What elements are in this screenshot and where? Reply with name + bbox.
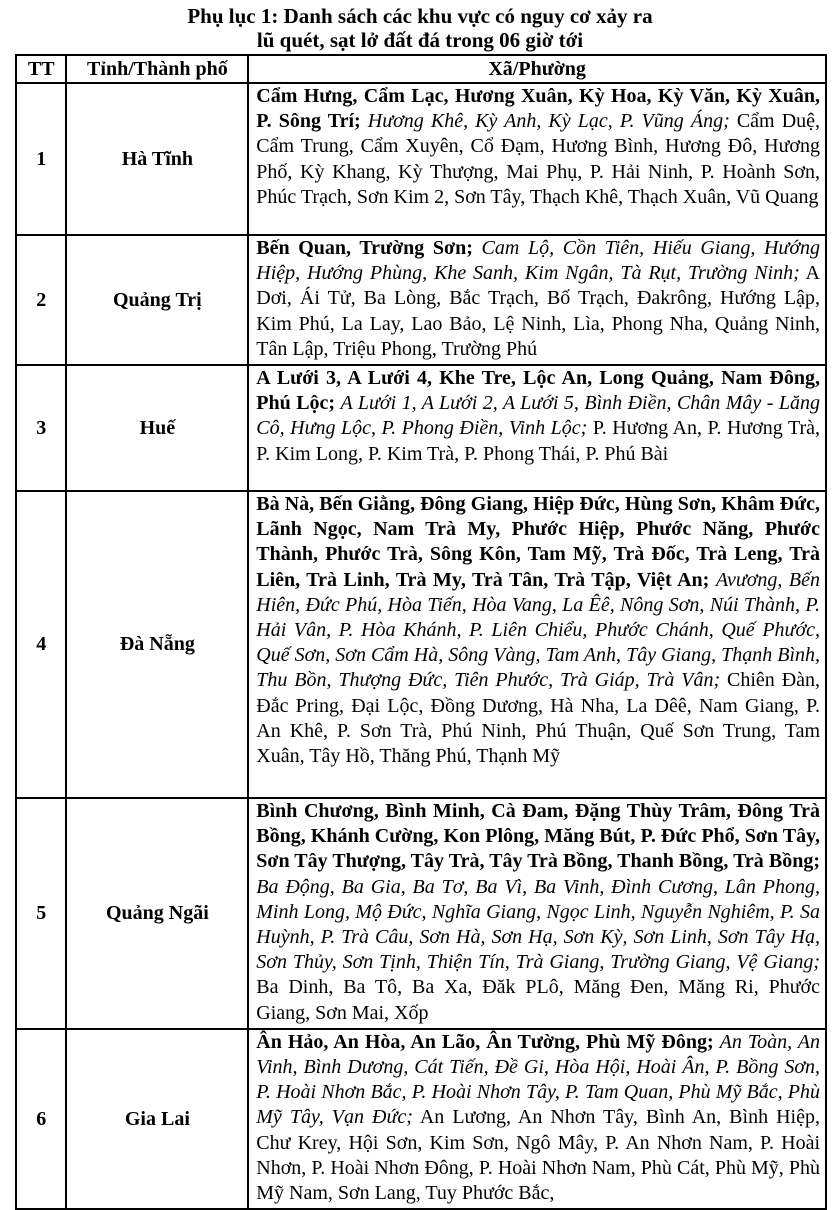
table-header-row [16,55,826,83]
commune-list [248,798,826,1029]
table-row [16,798,826,1029]
commune-list-regular-segment: P. Hương An, P. Hương Trà, P. Kim Long, P. Kim Trà, P. Phong Thái, P. Phú Bài [256,417,821,465]
table-row [16,491,826,798]
page-title-line1: Phụ lục 1: Danh sách các khu vực có nguy cơ xảy ra [187,4,653,28]
province-name: Huế [66,365,248,491]
table-row [16,235,826,365]
commune-list-regular-segment: A Dơi, Ái Tử, Ba Lòng, Bắc Trạch, Bố Trạch, Đakrông, Hướng Lập, Kim Phú, La Lay, Lao Bảo, Lệ Ninh, Lìa, Phong Nha, Quảng Ninh, Tân Lập, Triệu Phong, Trường Phú [256,262,820,360]
commune-list-regular-segment: Ba Dinh, Ba Tô, Ba Xa, Đăk PLô, Măng Đen, Măng Ri, Phước Giang, Sơn Mai, Xốp [256,976,820,1024]
commune-list-bold-segment: Cẩm Hưng, Cẩm Lạc, Hương Xuân, Kỳ Hoa, Kỳ Văn, Kỳ Xuân, P. Sông Trí; [256,85,820,133]
row-number: 5 [16,798,66,1029]
header-tt: TT [16,55,66,83]
commune-list-italic-segment: A Lưới 1, A Lưới 2, A Lưới 5, Bình Điền, Chân Mây - Lăng Cô, Hưng Lộc, P. Phong Điền, Vinh Lộc; [256,392,820,440]
commune-list-italic-segment: Hương Khê, Kỳ Anh, Kỳ Lạc, P. Vũng Áng; [367,110,730,133]
commune-list-bold-segment: A Lưới 3, A Lưới 4, Khe Tre, Lộc An, Long Quảng, Nam Đông, Phú Lộc; [256,367,820,415]
commune-list [248,83,826,235]
commune-list-bold-segment: Bình Chương, Bình Minh, Cà Đam, Đặng Thùy Trâm, Đông Trà Bồng, Khánh Cường, Kon Plông, Măng Bút, P. Đức Phổ, Sơn Tây, Sơn Tây Thượng, Tây Trà, Tây Trà Bồng, Thanh Bồng, Trà Bồng; [256,800,820,873]
commune-list-regular-segment: An Lương, An Nhơn Tây, Bình An, Bình Hiệp, Chư Krey, Hội Sơn, Kim Sơn, Ngô Mây, P. An Nhơn Nam, P. Hoài Nhơn, P. Hoài Nhơn Đông, P. Hoài Nhơn Nam, Phù Cát, Phù Mỹ, Phù Mỹ Nam, Sơn Lang, Tuy Phước Bắc, [256,1106,820,1205]
table-row [16,365,826,491]
row-number: 2 [16,235,66,365]
province-name: Hà Tĩnh [66,83,248,235]
commune-list-regular-segment: Cẩm Duệ, Cẩm Trung, Cẩm Xuyên, Cổ Đạm, Hương Bình, Hương Đô, Hương Phố, Kỳ Khang, Kỳ Thượng, Mai Phụ, P. Hải Ninh, P. Hoành Sơn, Phúc Trạch, Sơn Kim 2, Sơn Tây, Thạch Khê, Thạch Xuân, Vũ Quang [256,110,821,208]
row-number: 6 [16,1029,66,1209]
province-name: Quảng Ngãi [66,798,248,1029]
row-number: 1 [16,83,66,235]
commune-list [248,491,826,798]
commune-list-italic-segment: Avương, Bến Hiên, Đức Phú, Hòa Tiến, Hòa Vang, La Êê, Nông Sơn, Núi Thành, P. Hải Vân, P. Hòa Khánh, P. Liên Chiểu, Phước Chánh, Quế Phước, Quế Sơn, Sơn Cẩm Hà, Sông Vàng, Tam Anh, Tây Giang, Thạnh Bình, Thu Bồn, Thượng Đức, Tiên Phước, Trà Giáp, Trà Vân; [256,568,820,692]
table-row [16,1029,826,1209]
header-province: Tỉnh/Thành phố [66,55,248,83]
header-commune: Xã/Phường [248,55,826,83]
table-row [16,83,826,235]
commune-list [248,365,826,491]
page-title [0,0,840,52]
commune-list-italic-segment: An Toàn, An Vinh, Bình Dương, Cát Tiến, Đề Gi, Hòa Hội, Hoài Ân, P. Bồng Sơn, P. Hoài Nhơn Bắc, P. Hoài Nhơn Tây, P. Tam Quan, Phù Mỹ Bắc, Phù Mỹ Tây, Vạn Đức; [256,1030,821,1129]
commune-list-bold-segment: Bến Quan, Trường Sơn; [256,237,473,259]
commune-list-bold-segment: Ân Hảo, An Hòa, An Lão, Ân Tường, Phù Mỹ Đông; [256,1030,714,1053]
table-body [16,83,826,1209]
province-name: Quảng Trị [66,235,248,365]
commune-list-regular-segment: Chiên Đàn, Đắc Pring, Đại Lộc, Đồng Dương, Hà Nha, La Dêê, Nam Giang, P. An Khê, P. Sơn Trà, Phú Ninh, Phú Thuận, Quế Sơn Trung, Tam Xuân, Tây Hồ, Thăng Phú, Thạnh Mỹ [256,669,821,768]
commune-list [248,235,826,365]
table-header [16,55,826,83]
page-title-line2: lũ quét, sạt lở đất đá trong 06 giờ tới [256,28,584,52]
risk-area-table [15,54,827,1210]
commune-list-italic-segment: Ba Động, Ba Gia, Ba Tơ, Ba Vì, Ba Vinh, Đình Cương, Lân Phong, Minh Long, Mộ Đức, Nghĩa Giang, Ngọc Linh, Nguyễn Nghiêm, P. Sa Huỳnh, P. Trà Câu, Sơn Hà, Sơn Hạ, Sơn Kỳ, Sơn Linh, Sơn Tây Hạ, Sơn Thủy, Sơn Tịnh, Thiện Tín, Trà Giang, Trường Giang, Vệ Giang; [256,875,820,974]
commune-list-bold-segment: Bà Nà, Bến Giằng, Đông Giang, Hiệp Đức, Hùng Sơn, Khâm Đức, Lãnh Ngọc, Nam Trà My, Phước Hiệp, Phước Năng, Phước Thành, Phước Trà, Sông Kôn, Tam Mỹ, Trà Đốc, Trà Leng, Trà Liên, Trà Linh, Trà My, Trà Tân, Trà Tập, Việt An; [256,493,820,591]
province-name: Gia Lai [66,1029,248,1209]
province-name: Đà Nẵng [66,491,248,798]
commune-list [248,1029,826,1209]
row-number: 3 [16,365,66,491]
row-number: 4 [16,491,66,798]
commune-list-italic-segment: Cam Lộ, Cồn Tiên, Hiếu Giang, Hướng Hiệp, Hướng Phùng, Khe Sanh, Kim Ngân, Tà Rụt, Trường Ninh; [256,237,821,285]
